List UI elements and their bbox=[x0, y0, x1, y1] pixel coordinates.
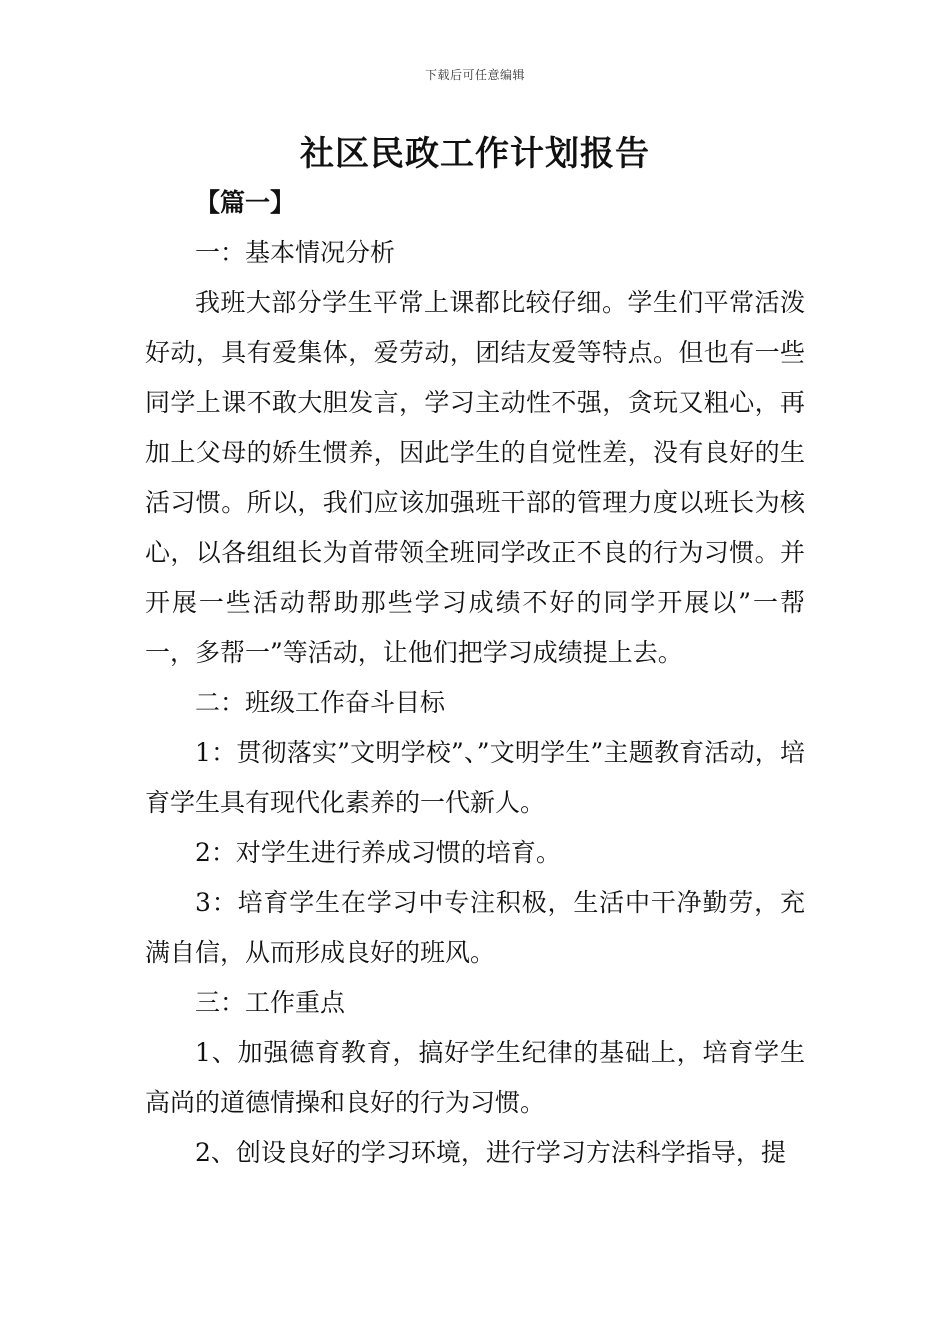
document-title: 社区民政工作计划报告 bbox=[300, 134, 650, 174]
heading-basic-analysis: 一：基本情况分析 bbox=[195, 238, 396, 267]
goal-item-3: 3：培育学生在学习中专注积极，生活中干净勤劳，充满自信，从而形成良好的班风。 bbox=[145, 888, 805, 967]
document-body bbox=[145, 178, 805, 1178]
heading-work-focus: 三：工作重点 bbox=[195, 988, 346, 1017]
header-note: 下载后可任意编辑 bbox=[424, 68, 525, 82]
paragraph-basic-analysis: 我班大部分学生平常上课都比较仔细。学生们平常活泼好动，具有爱集体，爱劳动，团结友爱等特点。但也有一些同学上课不敢大胆发言，学习主动性不强，贪玩又粗心，再加上父母的娇生惯养，因此学生的自觉性差，没有良好的生活习惯。所以，我们应该加强班干部的管理力度以班长为核心，以各组组长为首带领全班同学改正不良的行为习惯。并开展一些活动帮助那些学习成绩不好的同学开展以”一帮一，多帮一”等活动，让他们把学习成绩提上去。 bbox=[145, 288, 805, 667]
section-label: 【篇一】 bbox=[195, 188, 296, 217]
focus-item-1: 1、加强德育教育，搞好学生纪律的基础上，培育学生高尚的道德情操和良好的行为习惯。 bbox=[145, 1038, 805, 1117]
goal-item-2: 2：对学生进行养成习惯的培育。 bbox=[195, 838, 561, 867]
focus-item-2: 2、创设良好的学习环境，进行学习方法科学指导，提 bbox=[195, 1138, 786, 1167]
heading-class-goals: 二：班级工作奋斗目标 bbox=[195, 688, 446, 717]
goal-item-1: 1：贯彻落实”文明学校”、”文明学生”主题教育活动，培育学生具有现代化素养的一代新人。 bbox=[145, 738, 805, 817]
